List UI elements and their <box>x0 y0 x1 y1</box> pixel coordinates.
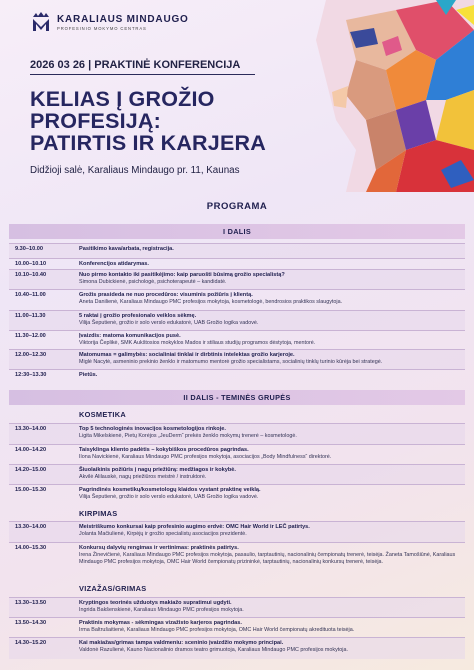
group-heading-kirpimas: KIRPIMAS <box>79 509 118 518</box>
session-speaker: Aneta Danilienė, Karaliaus Mindaugo PMC profesijos mokytoja, kosmetologė, bendrosios praktikos slaugytoja. <box>79 298 343 305</box>
group-heading-vizazas: VIZAŽAS/GRIMAS <box>79 584 147 593</box>
session-speaker: Simona Dubickienė, psichologė, psichoterapeutė – kandidatė. <box>79 278 227 285</box>
part2-heading: II DALIS - TEMINĖS GRUPĖS <box>9 390 465 405</box>
session-speaker: Irma Baltrušaitienė, Karaliaus Mindaugo PMC profesijos mokytoja, OMC Hair World čempionatų akredituota teisėja. <box>79 626 355 633</box>
session-time: 10.00–10.10 <box>15 261 47 267</box>
schedule-row <box>9 637 465 659</box>
session-speaker: Valdonė Razulienė, Kauno Nacionalinio dramos teatro grimuotoja, Karaliaus Mindaugo PMC profesijos mokytoja. <box>79 646 348 653</box>
session-description <box>79 445 465 464</box>
session-speaker: Irena Žinevičienė, Karaliaus Mindaugo PMC profesijos mokytoja, pasaulio, tarptautinių, nacionalinių čempionatų trenerė, teisėja. Žaneta Tamošiūnė, Karaliaus Mindaugo PMC profesijos mokytoja, OMC Hair World čempionatų prizininkė, tarptautinių, nacionalinių konkursų trenerė, teisėja. <box>79 551 456 565</box>
session-speaker: Viktorija Čeplikė, SMK Aukštosios mokyklos Mados ir stiliaus studijų programos dėstytoja, mentorė. <box>79 339 316 346</box>
session-time: 13.30–14.00 <box>15 524 47 530</box>
session-description <box>79 370 465 382</box>
title-line: PATIRTIS IR KARJERA <box>30 131 266 155</box>
schedule-row <box>9 423 465 444</box>
schedule-row <box>9 243 465 258</box>
session-time: 10.40–11.00 <box>15 292 46 298</box>
session-time: 9.30–10.00 <box>15 246 43 252</box>
title-line: KELIAS Į GROŽIO <box>30 87 215 111</box>
session-description <box>79 244 465 258</box>
session-description <box>79 465 465 484</box>
title-line: PROFESIJĄ: <box>30 109 162 133</box>
session-title: Top 5 technologinės inovacijos kosmetologijos rinkoje. <box>79 426 226 432</box>
session-title: Konferencijos atidarymas. <box>79 261 149 267</box>
session-time: 11.00–11.30 <box>15 313 46 319</box>
schedule-row <box>9 330 465 349</box>
schedule-row <box>9 542 465 578</box>
schedule-row <box>9 258 465 269</box>
session-time: 14.30–15.20 <box>15 640 47 646</box>
session-time: 14.00–14.20 <box>15 447 47 453</box>
logo-subtitle: PROFESINIO MOKYMO CENTRAS <box>57 25 147 31</box>
schedule-row <box>9 369 465 382</box>
schedule-row <box>9 289 465 310</box>
program-heading: PROGRAMA <box>206 201 268 212</box>
session-title: Nuo pirmo kontakto iki pasitikėjimo: kaip paruošti būsimą grožio specialistą? <box>79 272 285 278</box>
session-title: Taisyklinga kliento padėtis – kokybiškos procedūros pagrindas. <box>79 447 249 453</box>
session-description <box>79 270 465 289</box>
session-description <box>79 485 465 504</box>
logo-name: KARALIAUS MINDAUGO <box>57 13 189 25</box>
session-speaker: Ligita Mikelskienė, Pietų Korėjos „JeuDerm“ prekės ženklo mokymų trenerė – kosmetologė. <box>79 432 297 439</box>
schedule-row <box>9 597 465 617</box>
session-description <box>79 424 465 444</box>
divider <box>30 74 255 75</box>
session-time: 13.30–13.50 <box>15 600 47 606</box>
session-speaker: Miglė Nacytė, asmeninio prekinio ženklo ir matomumo mentorė grožio specialistams, socialinių tinklų turinio kūrėja bei strategė. <box>79 358 383 365</box>
schedule-row <box>9 269 465 289</box>
session-time: 13.30–14.00 <box>15 426 47 432</box>
session-description <box>79 522 465 542</box>
session-time: 14.20–15.00 <box>15 467 47 473</box>
session-title: Įvaizdis: matoma komunikacijos pusė. <box>79 333 181 339</box>
session-title: Grožis prasideda ne nuo procedūros: visuminis požiūris į klientą. <box>79 292 253 298</box>
session-time: 10.10–10.40 <box>15 272 47 278</box>
session-speaker: Vilija Šeputienė, grožio ir solo verslo edukatorė, UAB Grožio logika vadovė. <box>79 319 259 326</box>
session-time: 14.00–15.30 <box>15 545 47 551</box>
schedule-row <box>9 444 465 464</box>
schedule-row <box>9 310 465 330</box>
session-title: Pagrindinės kosmetikų/kosmetologų klaidos vystant praktinę veiklą. <box>79 487 261 493</box>
session-time: 12:30–13.30 <box>15 372 47 378</box>
session-title: Matomumas = galimybės: socialiniai tinklai ir dirbtinis intelektas grožio karjeroje. <box>79 352 295 358</box>
session-speaker: Vilija Šeputienė, grožio ir solo verslo edukatorė, UAB Grožio logika vadovė. <box>79 493 259 500</box>
schedule-row <box>9 464 465 484</box>
session-title: Kryptingos teorinės užduotys makiažo supratimui ugdyti. <box>79 600 232 606</box>
session-title: Pietūs. <box>79 372 98 378</box>
session-description <box>79 543 465 578</box>
session-description <box>79 290 465 310</box>
logo <box>30 10 189 34</box>
session-description <box>79 598 465 617</box>
session-title: 5 raktai į grožio profesionalo veiklos sėkmę. <box>79 313 197 319</box>
schedule-row <box>9 521 465 542</box>
session-speaker: Ingrida Bakšenskienė, Karaliaus Mindaugo PMC profesijos mokytoja. <box>79 606 244 613</box>
event-date-line: 2026 03 26 | PRAKTINĖ KONFERENCIJA <box>30 59 241 71</box>
session-speaker: Ilona Navickienė, Karaliaus Mindaugo PMC profesijos mokytoja, asociacijos „Body Mindfulness“ direktorė. <box>79 453 332 460</box>
session-speaker: Jolanta Mačiulienė, Kirpėjų ir grožio specialistų asociacijos prezidentė. <box>79 530 247 537</box>
schedule-row <box>9 484 465 504</box>
session-speaker: Akvilė Alilauskė, nagų priežiūros meistrė / instruktorė. <box>79 473 207 480</box>
session-time: 15.00–15.30 <box>15 487 47 493</box>
session-title: Konkursų dalyvių rengimas ir vertinimas: praktinės patirtys. <box>79 545 239 551</box>
schedule-row <box>9 349 465 369</box>
session-description <box>79 311 465 330</box>
schedule-row <box>9 617 465 637</box>
geometric-portrait-illustration <box>286 0 474 192</box>
group-heading-kosmetika: KOSMETIKA <box>79 410 127 419</box>
session-title: Pasitikimo kava/arbata, registracija. <box>79 246 174 252</box>
page-title <box>30 88 300 154</box>
part1-heading: I DALIS <box>9 224 465 239</box>
session-time: 11.30–12.00 <box>15 333 46 339</box>
session-title: Praktinis mokymas - sėkmingas vizažisto karjeros pagrindas. <box>79 620 242 626</box>
venue-address: Didžioji salė, Karaliaus Mindaugo pr. 11, Kaunas <box>30 165 240 176</box>
session-description <box>79 259 465 269</box>
crown-monogram-icon <box>30 10 52 34</box>
session-description <box>79 331 465 349</box>
session-title: Kai makiažas/grimas tampa valdmeniu: sceninio įvaizdžio mokymo principai. <box>79 640 284 646</box>
session-time: 13.50–14.30 <box>15 620 47 626</box>
session-description <box>79 618 465 637</box>
session-description <box>79 350 465 369</box>
session-title: Meistriškumo konkursai kaip profesinio augimo erdvė: OMC Hair World ir LEČ patirtys. <box>79 524 310 530</box>
session-time: 12.00–12.30 <box>15 352 47 358</box>
session-description <box>79 638 465 659</box>
session-title: Šiuolaikinis požiūris į nagų priežiūrą: medžiagos ir kokybė. <box>79 467 236 473</box>
